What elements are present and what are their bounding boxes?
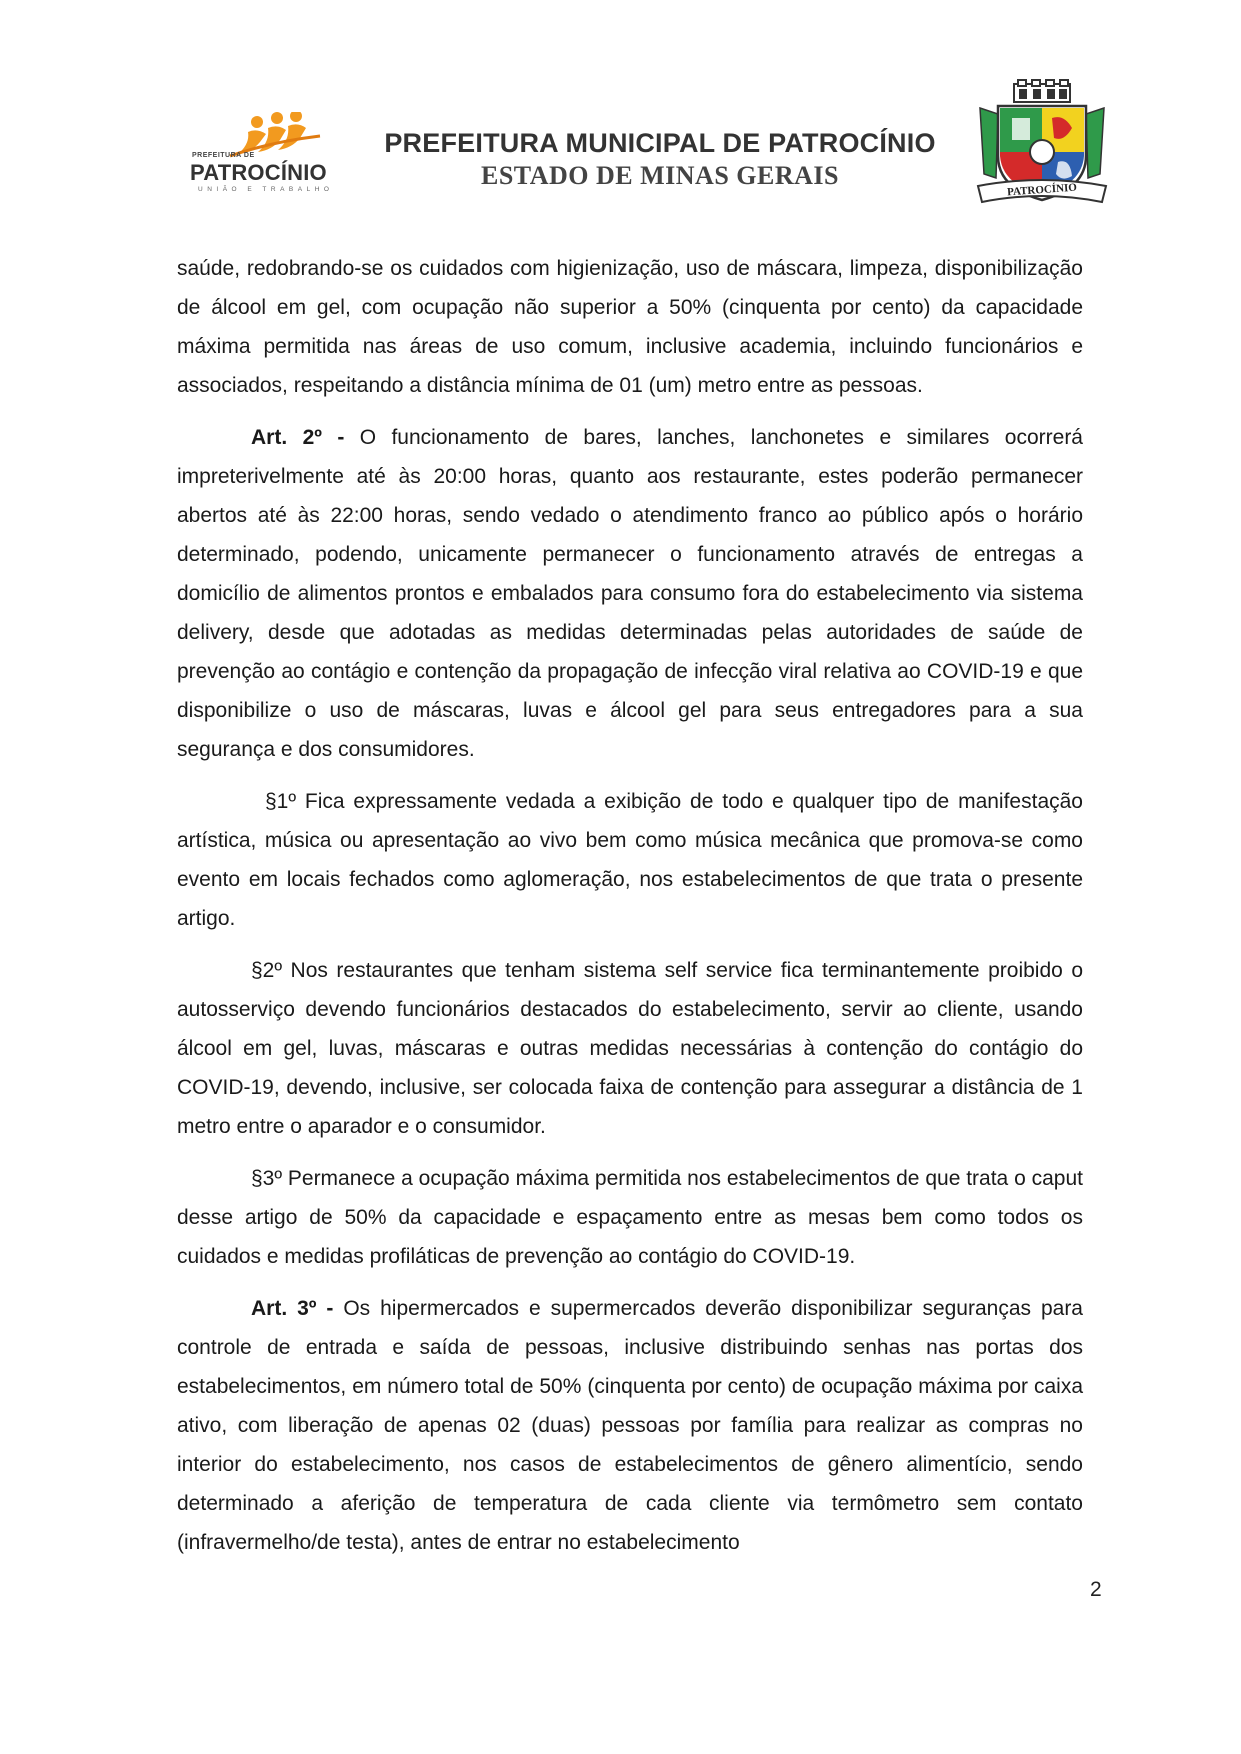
article-2-label: Art. 2º -	[251, 426, 345, 449]
section-1: §1º Fica expressamente vedada a exibição de todo e qualquer tipo de manifestação artística, música ou apresentação ao vivo bem como música mecânica que promova-se como evento em locais fechados como aglomeração, nos estabelecimentos de que trata o presente artigo.	[177, 790, 1083, 930]
logo-tagline: UNIÃO E TRABALHO	[198, 186, 334, 193]
section-3: §3º Permanece a ocupação máxima permitida nos estabelecimentos de que trata o caput desse artigo de 50% da capacidade e espaçamento entre as mesas bem como todos os cuidados e medidas profiláticas de prevenção ao contágio do COVID-19.	[177, 1167, 1083, 1268]
crest-banner-text: PATROCÍNIO	[1006, 181, 1078, 199]
coat-of-arms-icon	[972, 78, 1112, 218]
page-title: PREFEITURA MUNICIPAL DE PATROCÍNIO	[384, 128, 936, 158]
section-2: §2º Nos restaurantes que tenham sistema self service fica terminantemente proibido o autosserviço devendo funcionários destacados do estabelecimento, servir ao cliente, usando álcool em gel, luvas, máscaras e outras medidas necessárias à contenção do contágio do COVID-19, devendo, inclusive, ser colocada faixa de contenção para assegurar a distância de 1 metro entre o aparador e o consumidor.	[177, 959, 1083, 1138]
article-3	[177, 1289, 1083, 1562]
page-number: 2	[1090, 1578, 1102, 1601]
logo-small-caption: PREFEITURA DE	[192, 152, 255, 159]
prefeitura-logo	[190, 112, 340, 192]
article-3-text: Os hipermercados e supermercados deverão disponibilizar seguranças para controle de entrada e saída de pessoas, inclusive distribuindo senhas nas portas dos estabelecimentos, em número total de 50% (cinquenta por cento) de ocupação máxima por caixa ativo, com liberação de apenas 02 (duas) pessoas por família para realizar as compras no interior do estabelecimento, nos casos de estabelecimentos de gênero alimentício, sendo determinado a aferição de temperatura de cada cliente via termômetro sem contato (infravermelho/de testa), antes de entrar no estabelecimento	[177, 1297, 1083, 1554]
page-header	[0, 0, 1241, 230]
article-2-text: O funcionamento de bares, lanches, lanchonetes e similares ocorrerá impreterivelmente até às 20:00 horas, quanto aos restaurante, estes poderão permanecer abertos até às 22:00 horas, sendo vedado o atendimento franco ao público após o horário determinado, podendo, unicamente permanecer o funcionamento através de entregas a domicílio de alimentos prontos e embalados para consumo fora do estabelecimento via sistema delivery, desde que adotadas as medidas determinadas pelas autoridades de saúde de prevenção ao contágio e contenção da propagação de infecção viral relativa ao COVID-19 e que disponibilize o uso de máscaras, luvas e álcool gel para seus entregadores para a sua segurança e dos consumidores.	[177, 426, 1083, 761]
article-3-label: Art. 3º -	[251, 1297, 334, 1320]
document-body	[177, 249, 1083, 1575]
logo-brand-text: PATROCÍNIO	[190, 160, 327, 185]
paragraph-continuation: saúde, redobrando-se os cuidados com higienização, uso de máscara, limpeza, disponibilização de álcool em gel, com ocupação não superior a 50% (cinquenta por cento) da capacidade máxima permitida nas áreas de uso comum, inclusive academia, incluindo funcionários e associados, respeitando a distância mínima de 01 (um) metro entre as pessoas.	[177, 257, 1083, 397]
page-subtitle: ESTADO DE MINAS GERAIS	[481, 161, 839, 190]
header-titles	[360, 128, 960, 191]
municipal-crest	[972, 78, 1112, 218]
article-2	[177, 418, 1083, 769]
